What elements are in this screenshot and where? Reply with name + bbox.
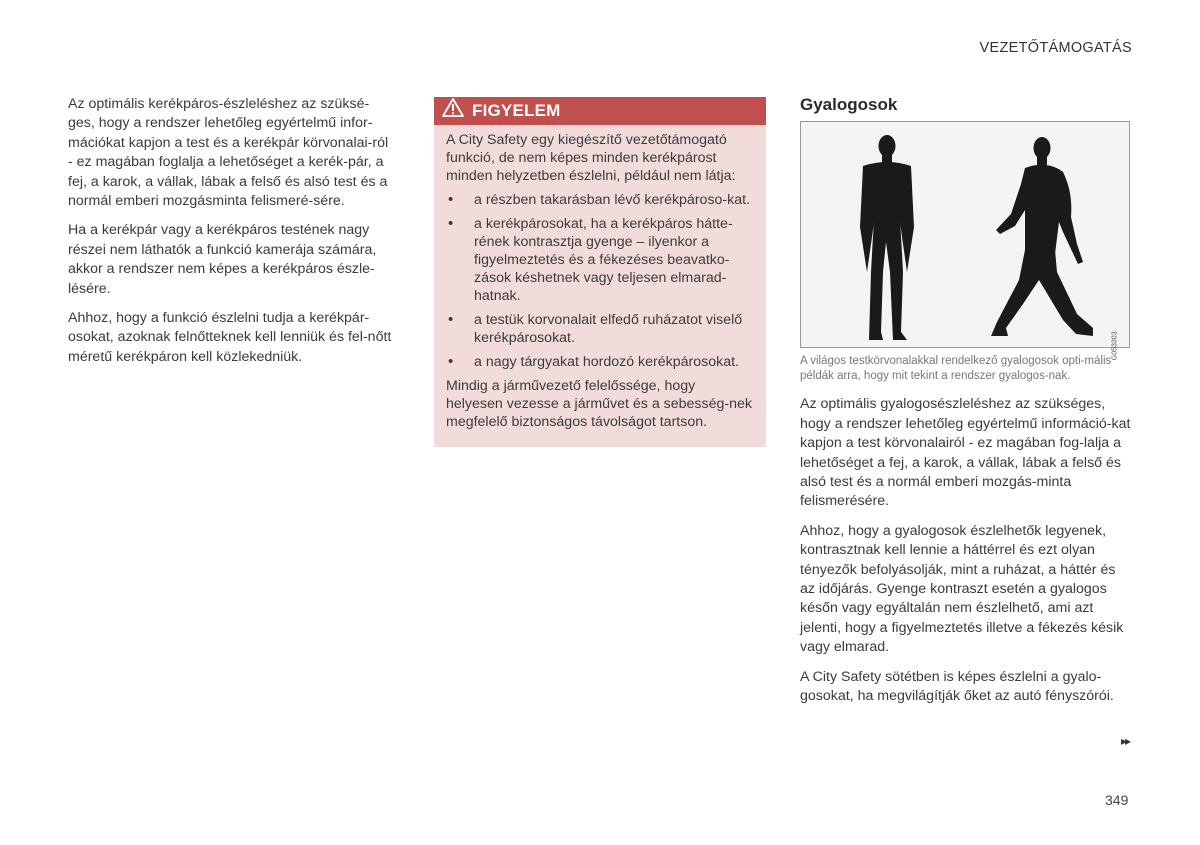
list-item: • a testük korvonalait elfedő ruházatot viselő kerékpárosokat. — [446, 311, 752, 347]
warning-title: FIGYELEM — [472, 101, 561, 121]
middle-column — [434, 97, 766, 447]
warning-closing: Mindig a járművezető felelőssége, hogy helyesen vezesse a járművet és a sebesség-nek megfelelő biztonságos távolságot tartson. — [446, 378, 752, 430]
warning-box — [434, 97, 766, 447]
warning-bullet-list — [446, 191, 752, 371]
list-item: • a nagy tárgyakat hordozó kerékpárosokat. — [446, 353, 752, 371]
body-paragraph: Ahhoz, hogy a gyalogosok észlelhetők legyenek, kontrasztnak kell lennie a háttérrel és ezt olyan tényezők befolyásolják, mint a ruházat, a háttér és az időjárás. Gyenge kontraszt esetén a gyalogos későn vagy egyáltalán nem észlelhető, ami azt jelenti, hogy a figyelmeztetés illetve a fékezés késik vagy elmarad. — [800, 522, 1124, 656]
warning-body — [434, 125, 766, 431]
warning-intro: A City Safety egy kiegészítő vezetőtámogató funkció, de nem képes minden kerékpárost minden helyzetben észlelni, például nem látja: — [446, 132, 736, 184]
page-number: 349 — [1105, 792, 1129, 808]
section-heading: Gyalogosok — [800, 95, 898, 114]
body-paragraph: Ha a kerékpár vagy a kerékpáros testének nagy részei nem láthatók a funkció kamerája számára, akkor a rendszer nem képes a kerékpáros észle-lésére. — [68, 222, 377, 297]
section-title: VEZETŐTÁMOGATÁS — [979, 40, 1132, 56]
continue-arrows-icon: ▸▸ — [1121, 734, 1130, 748]
body-paragraph: Ahhoz, hogy a funkció észlelni tudja a kerékpár-osokat, azoknak felnőtteknek kell lenniük és fel-nőtt méretű kerékpáron kell közlekedniük. — [68, 310, 392, 365]
right-column — [800, 95, 1134, 717]
list-item: • a részben takarásban lévő kerékpároso-kat. — [446, 191, 752, 209]
pedestrian-silhouettes-illustration — [801, 122, 1131, 349]
pedestrian-figure — [800, 121, 1130, 361]
walking-pedestrian-silhouette — [991, 137, 1093, 336]
body-paragraph: Az optimális kerékpáros-észleléshez az szüksé-ges, hogy a rendszer lehetőleg egyértelmű infor-mációkat kapjon a test és a kerékpár körvonalai-ról - ez magában foglalja a lehetőséget a kerék-pár, a fej, a karok, a vállak, lábak a felső és alsó test és a normál emberi mozgásminta felismeré-sére. — [68, 96, 389, 210]
warning-triangle-icon — [442, 98, 464, 123]
list-item: • a kerékpárosokat, ha a kerékpáros hátte-rének kontrasztja gyenge – ilyenkor a figyelmeztetés és a fékezéses beavatko-zások késhetnek vagy teljesen elmarad-hatnak. — [446, 215, 752, 305]
body-paragraph: Az optimális gyalogosészleléshez az szükséges, hogy a rendszer lehetőleg egyértelmű információ-kat kapjon a test körvonalairól - ez magában fog-lalja a lehetőséget a fej, a karok, a vállak, lábak a felső és alsó test és a normál emberi mozgás-minta felismerésére. — [800, 396, 1131, 510]
warning-header — [434, 97, 766, 125]
standing-pedestrian-silhouette — [860, 135, 914, 340]
left-column — [68, 95, 393, 377]
figure-id: G053303 — [1111, 331, 1119, 361]
body-paragraph: A City Safety sötétben is képes észlelni a gyalo-gosokat, ha megvilágítják őket az autó fényszórói. — [800, 668, 1114, 705]
figure-caption: A világos testkörvonalakkal rendelkező gyalogosok opti-mális példák arra, hogy mit tekint a rendszer gyalogos-nak. — [800, 355, 1112, 383]
